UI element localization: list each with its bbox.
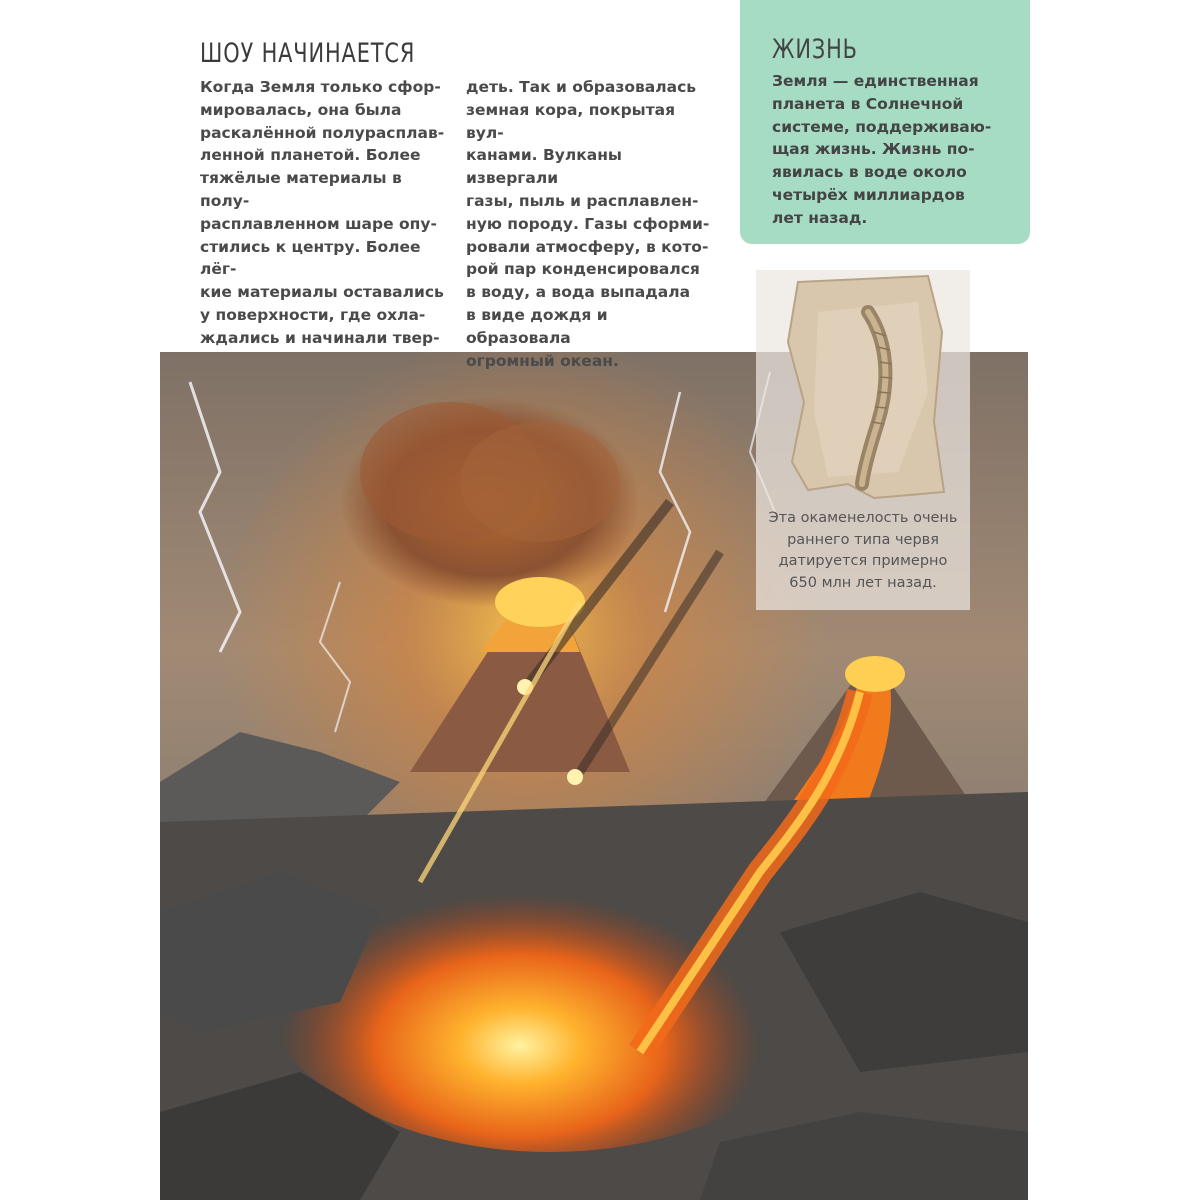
fossil-caption: Эта окаменелость очень раннего типа червя датируется примерно 650 млн лет назад. <box>768 510 958 591</box>
fossil-image <box>778 272 948 504</box>
body-text-column-2: деть. Так и образовалась земная кора, покрытая вул- канами. Вулканы извергали газы, пыль и расплавлен- ную породу. Газы сформи- ровали атмосферу, в кото- рой пар конденсировался в воду, а вода выпадала в виде дождя и образовала огромный океан. <box>466 78 710 370</box>
life-title: ЖИЗНЬ <box>772 34 858 65</box>
body-text-column-1: Когда Земля только сфор- мировалась, она была раскалённой полурасплав- ленной планетой. Более тяжёлые материалы в полу- расплавленном шаре опу- стились к центру. Более лёг- кие материалы оставались у поверхности, где охла- ждались и начинали твер- <box>200 78 445 347</box>
life-text: Земля — единственная планета в Солнечной системе, поддерживаю- щая жизнь. Жизнь по- явилась в воде около четырёх миллиардов лет назад. <box>772 72 992 227</box>
section-title: ШОУ НАЧИНАЕТСЯ <box>200 38 416 69</box>
